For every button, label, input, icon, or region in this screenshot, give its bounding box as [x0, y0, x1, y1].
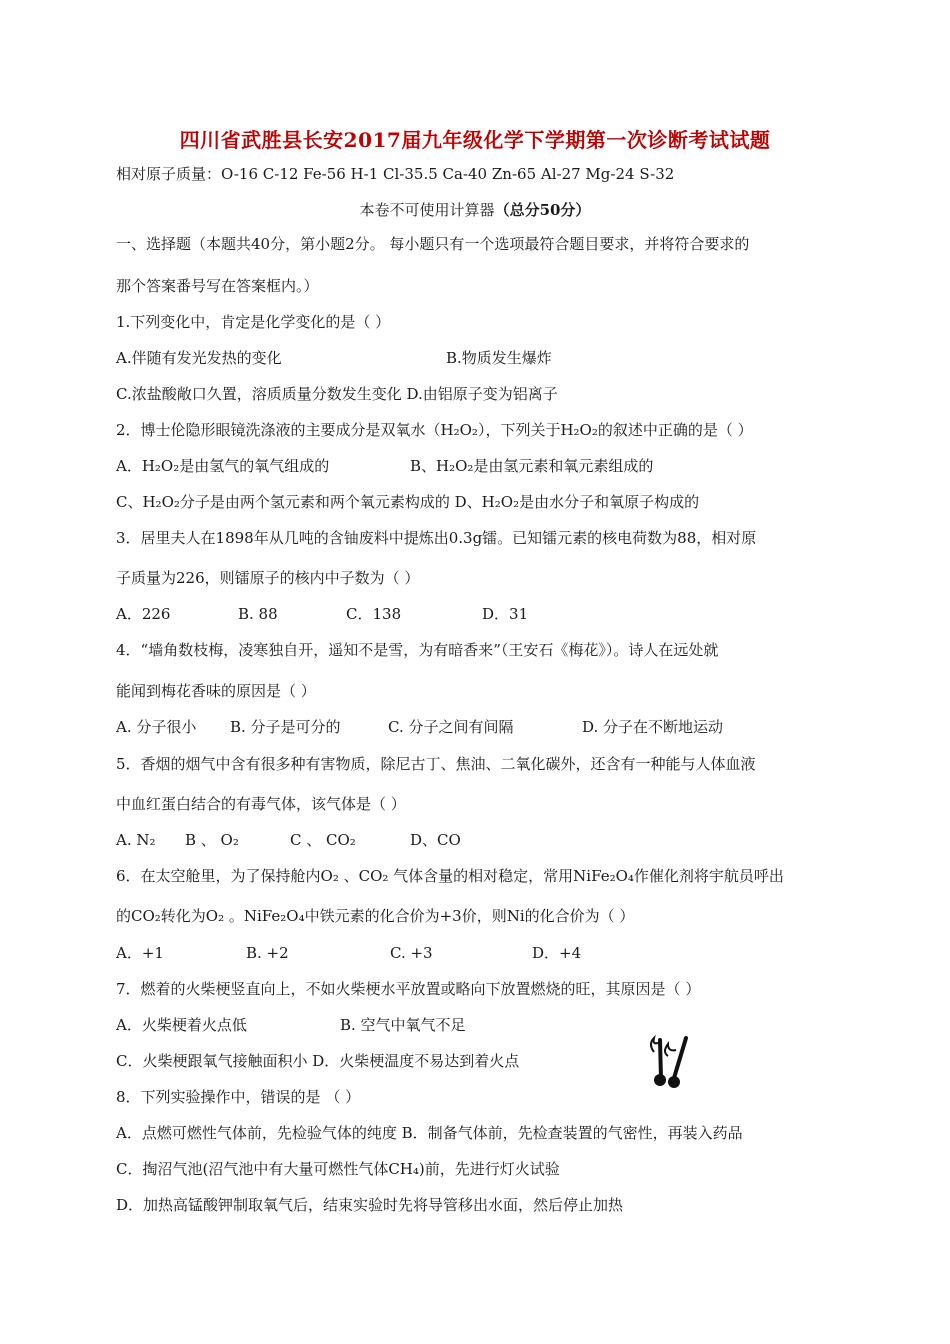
q6-option-a: A．+1 [116, 944, 164, 962]
total-score: （总分50分） [494, 201, 591, 219]
q1-option-b: B.物质发生爆炸 [446, 349, 552, 367]
q6-line1: 6．在太空舱里，为了保持舱内O₂ 、CO₂ 气体含量的相对稳定，常用NiFe₂O₄作催化剂将宇航员呼出 [116, 867, 784, 885]
q2-option-cd: C、H₂O₂分子是由两个氢元素和两个氧元素构成的 D、H₂O₂是由水分子和氧原子构成的 [116, 493, 700, 511]
notice [0, 200, 950, 220]
q3-line1: 3．居里夫人在1898年从几吨的含铀废料中提炼出0.3g镭。已知镭元素的核电荷数为88，相对原 [116, 529, 757, 547]
q3-option-b: B. 88 [238, 605, 278, 623]
q4-option-b: B. 分子是可分的 [230, 718, 341, 736]
q4-option-d: D. 分子在不断地运动 [582, 718, 724, 736]
q2-option-a: A．H₂O₂是由氢气的氧气组成的 [116, 457, 330, 475]
q3-option-c: C．138 [346, 605, 402, 623]
q3-option-a: A．226 [116, 605, 171, 623]
q8-option-d: D．加热高锰酸钾制取氧气后，结束实验时先将导管移出水面，然后停止加热 [116, 1196, 624, 1214]
q3-line2: 子质量为226，则镭原子的核内中子数为（ ） [116, 569, 420, 587]
q2-stem: 2．博士伦隐形眼镜洗涤液的主要成分是双氧水（H₂O₂），下列关于H₂O₂的叙述中正确的是（ ） [116, 421, 753, 439]
matches-icon [640, 1034, 694, 1096]
q8-option-c: C．掏沼气池(沼气池中有大量可燃性气体CH₄)前，先进行灯火试验 [116, 1160, 560, 1178]
q6-option-d: D．+4 [532, 944, 582, 962]
q1-option-a: A.伴随有发光发热的变化 [116, 349, 282, 367]
q7-option-b: B. 空气中氧气不足 [340, 1016, 466, 1034]
q5-option-d: D、CO [410, 831, 461, 849]
q1-stem: 1.下列变化中，肯定是化学变化的是（ ） [116, 313, 391, 331]
q5-line1: 5．香烟的烟气中含有很多种有害物质，除尼古丁、焦油、二氧化碳外，还含有一种能与人体血液 [116, 755, 756, 773]
q6-option-b: B. +2 [246, 944, 289, 962]
q8-stem: 8．下列实验操作中，错误的是 （ ） [116, 1088, 361, 1106]
q2-option-b: B、H₂O₂是由氢元素和氧元素组成的 [410, 457, 654, 475]
q4-line2: 能闻到梅花香味的原因是（ ） [116, 682, 316, 700]
q5-option-b: B 、 O₂ [185, 831, 239, 849]
section-header-line2: 那个答案番号写在答案框内。） [116, 277, 319, 295]
page-title: 四川省武胜县长安2017届九年级化学下学期第一次诊断考试试题 [179, 128, 771, 152]
q4-option-c: C. 分子之间有间隔 [388, 718, 514, 736]
q3-option-d: D．31 [482, 605, 529, 623]
q4-line1: 4．“墙角数枝梅，凌寒独自开，遥知不是雪，为有暗香来”（王安石《梅花》）。诗人在远处就 [116, 641, 719, 659]
q7-stem: 7．燃着的火柴梗竖直向上，不如火柴梗水平放置或略向下放置燃烧的旺，其原因是（ ） [116, 980, 701, 998]
q8-option-ab: A．点燃可燃性气体前，先检验气体的纯度 B．制备气体前，先检查装置的气密性，再装入药品 [116, 1124, 743, 1142]
q4-option-a: A. 分子很小 [116, 718, 197, 736]
q6-option-c: C. +3 [390, 944, 433, 962]
q5-line2: 中血红蛋白结合的有毒气体，该气体是（ ） [116, 795, 406, 813]
q7-option-cd: C．火柴梗跟氧气接触面积小 D．火柴梗温度不易达到着火点 [116, 1052, 520, 1070]
atomic-masses: 相对原子质量：O-16 C-12 Fe-56 H-1 Cl-35.5 Ca-40 Zn-65 Al-27 Mg-24 S-32 [116, 165, 675, 183]
q1-option-cd: C.浓盐酸敞口久置，溶质质量分数发生变化 D.由铝原子变为铝离子 [116, 385, 558, 403]
section-header-line1: 一、选择题（本题共40分，第小题2分。 每小题只有一个选项最符合题目要求，并将符合要求的 [116, 235, 750, 253]
q5-option-a: A. N₂ [116, 831, 156, 849]
notice-text: 本卷不可使用计算器 [359, 201, 495, 219]
q7-option-a: A．火柴梗着火点低 [116, 1016, 247, 1034]
q6-line2: 的CO₂转化为O₂ 。NiFe₂O₄中铁元素的化合价为+3价，则Ni的化合价为（ ） [116, 907, 635, 925]
q5-option-c: C 、 CO₂ [290, 831, 356, 849]
